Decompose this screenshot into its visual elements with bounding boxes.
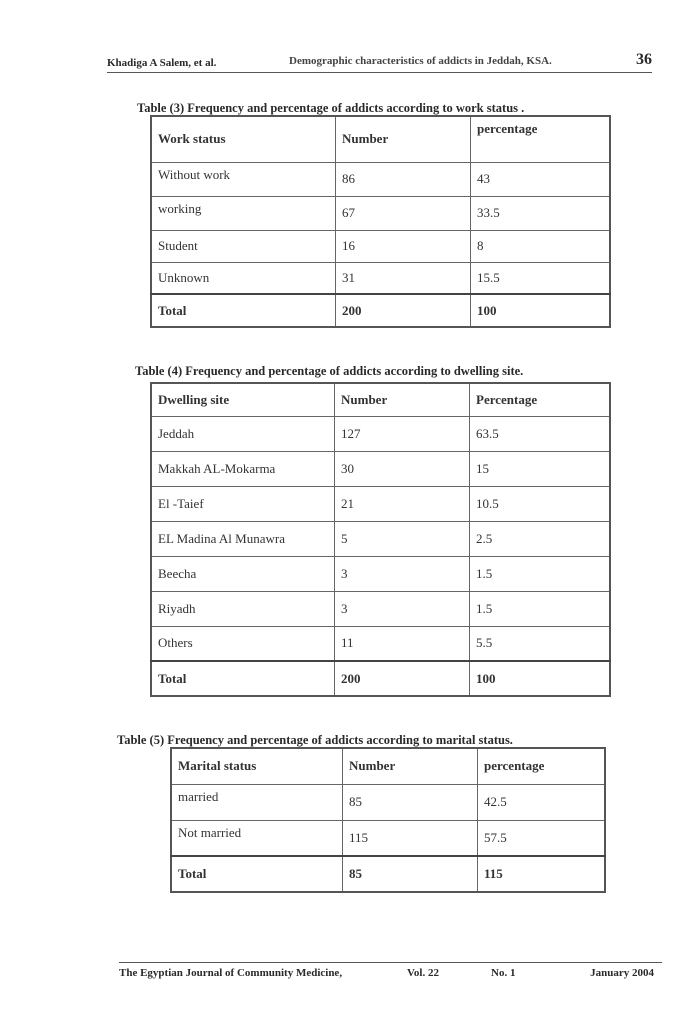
table-cell: Beecha — [151, 556, 335, 591]
table-cell: 5.5 — [470, 626, 611, 661]
table-cell: Without work — [151, 162, 336, 196]
table-cell: 1.5 — [470, 556, 611, 591]
work-status-table — [150, 115, 611, 328]
column-header: Percentage — [470, 383, 611, 416]
table-row — [151, 196, 610, 230]
table-cell: 115 — [343, 820, 478, 856]
table-cell: Jeddah — [151, 416, 335, 451]
table-cell: working — [151, 196, 336, 230]
table-row — [151, 626, 610, 661]
table-header-row — [151, 383, 610, 416]
table-cell: 3 — [335, 591, 470, 626]
table-cell: Total — [151, 661, 335, 696]
table3-caption: Table (3) Frequency and percentage of addicts according to work status . — [137, 101, 525, 115]
table-cell: 15.5 — [471, 262, 611, 294]
table-header-row — [171, 748, 605, 784]
table-cell: 200 — [335, 661, 470, 696]
column-header: percentage — [478, 748, 606, 784]
table-cell: Total — [151, 294, 336, 327]
table-cell: 1.5 — [470, 591, 611, 626]
column-header: Work status — [151, 116, 336, 162]
table-cell: 8 — [471, 230, 611, 262]
table-row — [151, 162, 610, 196]
table-row — [151, 556, 610, 591]
table-row — [151, 230, 610, 262]
table-cell: 3 — [335, 556, 470, 591]
table-header-row — [151, 116, 610, 162]
page-header — [107, 52, 652, 73]
table-row — [151, 486, 610, 521]
table-cell: 100 — [471, 294, 611, 327]
table-row — [151, 262, 610, 294]
table-cell: Total — [171, 856, 343, 892]
table-row — [151, 521, 610, 556]
table-cell: Makkah AL-Mokarma — [151, 451, 335, 486]
table-cell: 100 — [470, 661, 611, 696]
table-cell: 200 — [336, 294, 471, 327]
table-cell: 43 — [471, 162, 611, 196]
table-cell: Riyadh — [151, 591, 335, 626]
table-cell: Not married — [171, 820, 343, 856]
table-cell: 33.5 — [471, 196, 611, 230]
column-header: Number — [335, 383, 470, 416]
table-cell: 67 — [336, 196, 471, 230]
page-number: 36 — [636, 51, 652, 68]
table-row — [151, 416, 610, 451]
table-row — [171, 784, 605, 820]
table-total-row — [151, 294, 610, 327]
table-cell: 85 — [343, 856, 478, 892]
column-header: Dwelling site — [151, 383, 335, 416]
table-cell: 57.5 — [478, 820, 606, 856]
dwelling-site-table — [150, 382, 611, 697]
footer-journal: The Egyptian Journal of Community Medicine, — [119, 967, 343, 979]
table-cell: Others — [151, 626, 335, 661]
table-cell: 85 — [343, 784, 478, 820]
table-total-row — [151, 661, 610, 696]
table-cell: 16 — [336, 230, 471, 262]
column-header: Number — [343, 748, 478, 784]
table-cell: Student — [151, 230, 336, 262]
header-title: Demographic characteristics of addicts in Jeddah, KSA. — [289, 55, 552, 67]
table-cell: 2.5 — [470, 521, 611, 556]
table-row — [171, 820, 605, 856]
table-row — [151, 451, 610, 486]
table-cell: 5 — [335, 521, 470, 556]
page-footer — [119, 962, 662, 979]
table-cell: 31 — [336, 262, 471, 294]
table5-caption: Table (5) Frequency and percentage of addicts according to marital status. — [117, 733, 513, 747]
table4-caption: Table (4) Frequency and percentage of addicts according to dwelling site. — [135, 364, 524, 378]
marital-status-table — [170, 747, 606, 893]
footer-volume: Vol. 22 — [407, 967, 439, 979]
table-cell: 30 — [335, 451, 470, 486]
table-row — [151, 591, 610, 626]
table-cell: 21 — [335, 486, 470, 521]
footer-number: No. 1 — [491, 967, 516, 979]
table-cell: 10.5 — [470, 486, 611, 521]
table-cell: 86 — [336, 162, 471, 196]
table-cell: EL Madina Al Munawra — [151, 521, 335, 556]
column-header: Number — [336, 116, 471, 162]
column-header: percentage — [471, 116, 611, 162]
table-cell: 115 — [478, 856, 606, 892]
table-cell: 42.5 — [478, 784, 606, 820]
footer-date: January 2004 — [590, 967, 654, 979]
table-cell: Unknown — [151, 262, 336, 294]
table-cell: 127 — [335, 416, 470, 451]
table-cell: 15 — [470, 451, 611, 486]
table-cell: El -Taief — [151, 486, 335, 521]
table-cell: 11 — [335, 626, 470, 661]
table-total-row — [171, 856, 605, 892]
table-cell: 63.5 — [470, 416, 611, 451]
column-header: Marital status — [171, 748, 343, 784]
table-cell: married — [171, 784, 343, 820]
header-author: Khadiga A Salem, et al. — [107, 57, 217, 69]
